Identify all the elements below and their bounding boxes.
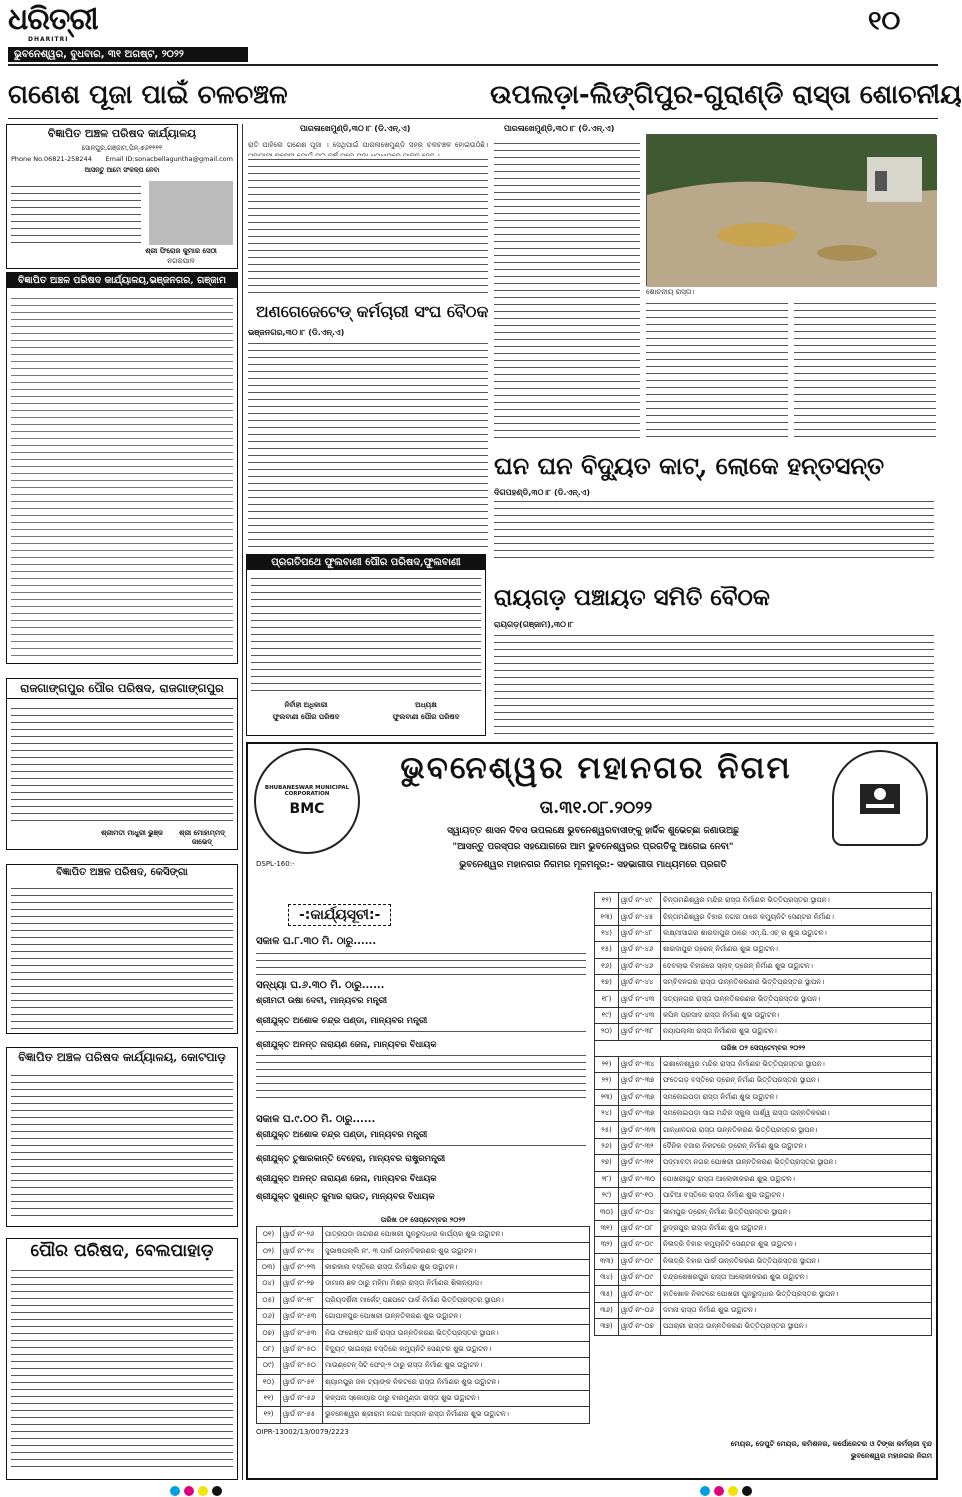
bmc-code: DSPL-160:- bbox=[256, 860, 295, 868]
bmc-guest-2: ଶ୍ରୀଯୁକ୍ତ ଅଶୋକ ଚନ୍ଦ୍ର ପଣ୍ଡା, ମାନ୍ୟବର ମନ୍ତ୍ରୀ bbox=[256, 1016, 428, 1026]
table-cell-desc: ସତ୍ୟନଗର ରାସ୍ତା ଉନ୍ନତିକରଣର ଭିତ୍ତିପ୍ରସ୍ତର ସ୍ଥାପନ। bbox=[661, 991, 932, 1007]
ad-phulbani-text bbox=[251, 575, 481, 695]
ad-bmc bbox=[246, 742, 938, 1480]
bmc-table-left bbox=[256, 1226, 590, 1424]
table-cell-ward: ୱାର୍ଡ ନଂ-୪୫ bbox=[619, 909, 661, 925]
ad-rajgangpur-sign-right: ଶ୍ରୀ ମୋହାମ୍ମଦ୍ ଜାଭେଦ୍ bbox=[179, 829, 225, 846]
table-cell-no: ୧୩) bbox=[595, 909, 619, 925]
table-cell-no: ୩୩) bbox=[595, 1253, 619, 1269]
table-cell-ward: ୱାର୍ଡ ନଂ-୦୮ bbox=[619, 1220, 661, 1236]
table-cell-ward: ୱାର୍ଡ ନଂ-୧୦ bbox=[619, 1188, 661, 1204]
table-row bbox=[257, 1374, 590, 1390]
table-cell-no: ୦୩) bbox=[257, 1259, 281, 1275]
ad-phulbani-sign-right-org: ଫୁଲବାଣୀ ପୌର ପରିଷଦ bbox=[392, 713, 460, 721]
bmc-table-left-heading: ତାରିଖ ୦୧ ସେପ୍ଟେମ୍ବର ୨୦୨୨ bbox=[380, 1216, 466, 1224]
table-cell-desc: ନିଉ ଫରେଷ୍ଟ ପାର୍କ ରାସ୍ତା ଉନ୍ନତିକରଣ ଭିତ୍ତିପ୍ରସ୍ତର ସ୍ଥାପନ। bbox=[323, 1325, 590, 1341]
road-body-right bbox=[794, 300, 936, 440]
bmc-guest-7: ଶ୍ରୀଯୁକ୍ତ ସୁଶାନ୍ତ କୁମାର ରାଉତ, ମାନ୍ୟବର ବିଧାୟକ bbox=[256, 1192, 435, 1202]
print-registration-strip bbox=[0, 1484, 945, 1497]
ad-sonepur-photo bbox=[149, 181, 233, 245]
bmc-evening-program bbox=[256, 1052, 586, 1102]
column-rule-left bbox=[242, 124, 243, 1480]
table-cell-ward: ୱାର୍ଡ ନଂ-୩୭ bbox=[619, 1073, 661, 1089]
table-cell-no: ୧୨) bbox=[595, 893, 619, 909]
table-cell-desc: ନିଳାଦ୍ରି ବିହାର ପାର୍କ ଉନ୍ନତିକରଣ ଭିତ୍ତିପ୍ରସ୍ତର ସ୍ଥାପନ। bbox=[661, 1253, 932, 1269]
ad-sonepur bbox=[6, 124, 238, 269]
table-cell-ward: ୱାର୍ଡ ନଂ-୦୯ bbox=[619, 1269, 661, 1285]
table-cell-no: ୩୧) bbox=[595, 1220, 619, 1236]
table-cell-desc: ଶାରଦାପୁର ଡ୍ରେନ୍ ନିର୍ମାଣର ଶୁଭ ଉଦ୍ଘାଟନ। bbox=[661, 942, 932, 958]
bmc-morning-program bbox=[256, 950, 586, 978]
table-cell-ward: ୱାର୍ଡ ନଂ-୩୩ bbox=[619, 1122, 661, 1138]
table-cell-ward: ୱାର୍ଡ ନଂ-୫୦ bbox=[281, 1341, 323, 1357]
table-cell-no: ୧୦) bbox=[257, 1374, 281, 1390]
table-cell-desc: ପାଟିଆ ବସ୍ତିରେ ରାସ୍ତା ନିର୍ମାଣ ଶୁଭ ଉଦ୍ଘାଟନ। bbox=[661, 1188, 932, 1204]
table-cell-desc: ପଥଚାରୀ ରାସ୍ତା ଉନ୍ନତିକରଣ ଭିତ୍ତିପ୍ରସ୍ତର ସ୍ଥାପନ। bbox=[661, 1319, 932, 1335]
yellow-registration-dot bbox=[198, 1486, 208, 1496]
table-cell-desc: ରୁଦ୍ରପୁର ରାସ୍ତା ନିର୍ମାଣ ଶୁଭ ଉଦ୍ଘାଟନ। bbox=[661, 1220, 932, 1236]
headline-road: ଉପଲଡ଼ା-ଲିଙ୍ଗିପୁର-ଗୁରାଣ୍ଡି ରାସ୍ତା ଶୋଚନୀୟ bbox=[490, 80, 962, 110]
table-cell-ward: ୱାର୍ଡ ନଂ-୨୭ bbox=[281, 1276, 323, 1292]
table-cell-no: ୧୫) bbox=[595, 942, 619, 958]
bmc-guest-6: ଶ୍ରୀଯୁକ୍ତ ଅନନ୍ତ ନାରାୟଣ ଜେନା, ମାନ୍ୟବର ବିଧାୟକ bbox=[256, 1174, 437, 1184]
bmc-greeting-line: ସ୍ୱାୟତ୍ତ ଶାସନ ଦିବସ ଉପଲକ୍ଷେ ଭୁବନେଶ୍ୱରବାସୀଙ୍କୁ ହାର୍ଦ୍ଦିକ ଶୁଭେଚ୍ଛା ଜଣାଉଅଛୁ bbox=[447, 826, 739, 836]
table-row bbox=[595, 1302, 932, 1318]
cyan-registration-dot bbox=[170, 1486, 180, 1496]
table-cell-ward: ୱାର୍ଡ ନଂ-୨୬ bbox=[281, 1227, 323, 1243]
table-cell-ward: ୱାର୍ଡ ନଂ-୨୩ bbox=[281, 1259, 323, 1275]
table-row bbox=[595, 1286, 932, 1302]
bmc-guest-2-desc bbox=[256, 1028, 586, 1038]
table-row bbox=[595, 1171, 932, 1187]
bmc-schedule-title: -:କାର୍ଯ୍ୟସୂଚୀ:- bbox=[288, 904, 391, 926]
table-cell-no: ୨୯) bbox=[595, 1188, 619, 1204]
table-cell-no: ୨୨) bbox=[595, 1073, 619, 1089]
table-cell-desc: ଇଶାନେଶ୍ୱର ମନ୍ଦିର ରାସ୍ତା ନିର୍ମାଣର ଭିତ୍ତିପ୍ରସ୍ତର ସ୍ଥାପନ। bbox=[661, 1056, 932, 1072]
table-date-heading-row bbox=[595, 1040, 932, 1056]
black-registration-dot bbox=[212, 1486, 222, 1496]
table-cell-no: ୩୪) bbox=[595, 1269, 619, 1285]
table-cell-desc: ଚିନ୍ତାମଣିଶ୍ୱର ମନ୍ଦିର ରାସ୍ତା ନିର୍ମାଣର ଭିତ୍ତିପ୍ରସ୍ତର ସ୍ଥାପନ। bbox=[661, 893, 932, 909]
union-meeting-dateline: ଭଞ୍ଜନଗର,୩୦।୮ (ଡି.ଏନ୍.ଏ) bbox=[248, 328, 345, 337]
ad-kotpad-text bbox=[11, 1072, 233, 1222]
table-cell-no: ୩୭) bbox=[595, 1319, 619, 1335]
table-cell-ward: ୱାର୍ଡ ନଂ-୪୩ bbox=[619, 1007, 661, 1023]
table-row bbox=[257, 1308, 590, 1324]
road-body-left bbox=[494, 140, 640, 442]
ad-sonepur-contact bbox=[7, 154, 237, 165]
bmc-guest-4: ଶ୍ରୀଯୁକ୍ତ ଅଶୋକ ଚନ୍ଦ୍ର ପଣ୍ଡା, ମାନ୍ୟବର ମନ୍ତ୍ରୀ bbox=[256, 1130, 428, 1140]
odisha-emblem-icon bbox=[832, 750, 928, 846]
table-row bbox=[595, 909, 932, 925]
table-cell-desc: ନୟାପଲ୍ଲୀ ରାସ୍ତା ନିର୍ମାଣର ଶୁଭ ଉଦ୍ଘାଟନ। bbox=[661, 1024, 932, 1040]
table-cell-desc: ସମ୍ବିଦନଗର ରାସ୍ତା ଉନ୍ନତିକରଣର ଭିତ୍ତିପ୍ରସ୍ତର ସ୍ଥାପନ। bbox=[661, 974, 932, 990]
table-row bbox=[257, 1227, 590, 1243]
table-cell-desc: ଫତେଗଡ଼ ବସ୍ତିରେ ଡ୍ରେନ୍ ନିର୍ମାଣ ଭିତ୍ତିପ୍ରସ୍ତର ସ୍ଥାପନ। bbox=[661, 1073, 932, 1089]
table-cell-ward: ୱାର୍ଡ ନଂ-୦୬ bbox=[619, 1302, 661, 1318]
table-cell-ward: ୱାର୍ଡ ନଂ-୦୯ bbox=[619, 1286, 661, 1302]
black-registration-dot-2 bbox=[742, 1486, 752, 1496]
table-cell-no: ୦୪) bbox=[257, 1276, 281, 1292]
table-cell-desc: ମାଉଣ୍ଟେନ୍ ସିଟି ଫେଜ୍-୨ ଠାରୁ ରାସ୍ତା ନିର୍ମାଣ ଶୁଭ ଉଦ୍ଘାଟନ। bbox=[323, 1358, 590, 1374]
table-cell-ward: ୱାର୍ଡ ନଂ-୦୪ bbox=[619, 1204, 661, 1220]
bmc-morning-time: ସକାଳ ଘ.୮.୩୦ ମି. ଠାରୁ...... bbox=[256, 936, 377, 947]
table-cell-ward: ୱାର୍ଡ ନଂ-୦୯ bbox=[619, 1253, 661, 1269]
ad-phulbani-sign-left: ନିର୍ବାହୀ ଅଧିକାରୀ bbox=[284, 701, 328, 709]
table-row bbox=[595, 1056, 932, 1072]
table-row bbox=[257, 1276, 590, 1292]
table-cell-no: ୦୫) bbox=[257, 1292, 281, 1308]
table-cell-no: ୩୬) bbox=[595, 1302, 619, 1318]
ad-sonepur-phone: Phone No.06821-258244 bbox=[11, 155, 92, 163]
table-cell-desc: ସମଲେଇପଡ଼ା ରାସ୍ତା ନିର୍ମାଣ ଶୁଭ ଉଦ୍ଘାଟନ। bbox=[661, 1089, 932, 1105]
ad-kotpad bbox=[6, 1047, 238, 1227]
table-cell-ward: ୱାର୍ଡ ନଂ-୩୧ bbox=[619, 1155, 661, 1171]
date-line: ଭୁବନେଶ୍ୱର, ବୁଧବାର, ୩୧ ଅଗଷ୍ଟ, ୨୦୨୨ bbox=[8, 47, 248, 62]
table-row bbox=[257, 1325, 590, 1341]
table-row bbox=[595, 1253, 932, 1269]
table-cell-no: ୧୭) bbox=[595, 974, 619, 990]
table-row bbox=[257, 1243, 590, 1259]
table-cell-desc: ବିଦ୍ୟୁତ୍ ଭାଇଚାରା ବସ୍ତିରେ କମ୍ୟୁନିଟି ସେଣ୍ଟର ଶୁଭ ଉଦ୍ଘାଟନ। bbox=[323, 1341, 590, 1357]
table-cell-no: ୨୬) bbox=[595, 1138, 619, 1154]
table-cell-ward: ୱାର୍ଡ ନଂ-୦୯ bbox=[619, 1237, 661, 1253]
table-date-heading: ତାରିଖ ୦୨ ସେପ୍ଟେମ୍ବର ୨୦୨୨ bbox=[595, 1040, 932, 1056]
bmc-seal-text: BHUBANESWAR MUNICIPAL CORPORATION bbox=[264, 785, 350, 797]
table-row bbox=[595, 1269, 932, 1285]
table-cell-desc: ନିଳାଦ୍ରି ବିହାର କମ୍ୟୁନିଟି ସେଣ୍ଟର ଶୁଭ ଉଦ୍ଘାଟନ। bbox=[661, 1237, 932, 1253]
ad-phulbani bbox=[246, 554, 486, 736]
table-cell-no: ୦୨) bbox=[257, 1243, 281, 1259]
road-body-mid bbox=[646, 300, 788, 440]
table-row bbox=[595, 1220, 932, 1236]
table-cell-no: ୨୧) bbox=[595, 1056, 619, 1072]
table-cell-no: ୧୮) bbox=[595, 991, 619, 1007]
table-cell-no: ୨୭) bbox=[595, 1155, 619, 1171]
road-dateline: ପାରଳାଖେମୁଣ୍ଡି,୩୦।୮ (ଡି.ଏନ୍.ଏ) bbox=[504, 124, 615, 133]
table-cell-no: ୦୯) bbox=[257, 1358, 281, 1374]
works-table-left bbox=[256, 1226, 590, 1424]
magenta-registration-dot-2 bbox=[714, 1486, 724, 1496]
bmc-date: ତା.୩୧.୦୮.୨୦୨୨ bbox=[539, 798, 653, 818]
power-cut-dateline: ଦିଗପହଣ୍ଡି,୩୦।୮ (ଡି.ଏନ୍.ଏ) bbox=[494, 488, 591, 497]
ad-sonepur-title: ବିଜ୍ଞାପିତ ଅଞ୍ଚଳ ପରିଷଦ କାର୍ଯ୍ୟାଳୟ bbox=[47, 127, 197, 140]
table-row bbox=[595, 1237, 932, 1253]
odisha-emblem-graphic bbox=[852, 770, 908, 826]
yellow-registration-dot-2 bbox=[728, 1486, 738, 1496]
masthead-sub-logo: DHARITRI bbox=[28, 36, 69, 43]
ad-bhanjanagar-title: ବିଜ୍ଞାପିତ ଅଞ୍ଚଳ ପରିଷଦ କାର୍ଯ୍ୟାଳୟ,ଭଞ୍ଜନଗର, ଗଞ୍ଜାମ bbox=[7, 273, 237, 288]
bmc-slogan-line: "ଆସନ୍ତୁ ପରସ୍ପର ସହଯୋଗରେ ଆମ ଭୁବନେଶ୍ୱରର ପ୍ରଗତିକୁ ଆଗେଇ ନେବା" bbox=[452, 842, 734, 852]
table-row bbox=[595, 991, 932, 1007]
table-row bbox=[595, 893, 932, 909]
table-row bbox=[595, 942, 932, 958]
bmc-morning2-time: ସକାଳ ଘ.୯.୦୦ ମି. ଠାରୁ...... bbox=[256, 1114, 376, 1125]
table-cell-desc: ଦମନା ରାସ୍ତା ନିର୍ମାଣ ଶୁଭ ଉଦ୍ଘାଟନ। bbox=[661, 1302, 932, 1318]
table-cell-desc: ଗାନ୍ଧୀନଗର ରାସ୍ତା ଉନ୍ନତିକରଣ ଭିତ୍ତିପ୍ରସ୍ତର ସ୍ଥାପନ। bbox=[661, 1122, 932, 1138]
table-cell-no: ୦୭) bbox=[257, 1325, 281, 1341]
table-cell-desc: ଭୀମପୁର ଡ୍ରେନ୍ ନିର୍ମାଣ ଭିତ୍ତିପ୍ରସ୍ତର ସ୍ଥାପନ। bbox=[661, 1204, 932, 1220]
headline-ganesh-puja: ଗଣେଶ ପୂଜା ପାଇଁ ଚଳଚଞ୍ଚଳ bbox=[8, 80, 288, 110]
ad-phulbani-title: ପ୍ରଗତିପଥେ ଫୁଲବାଣୀ ପୌର ପରିଷଦ,ଫୁଲବାଣୀ bbox=[247, 555, 485, 570]
table-row bbox=[595, 1089, 932, 1105]
table-cell-desc: ସମଲେଇପଡ଼ା ସାଇ ମନ୍ଦିର ସ୍କୁଲ ପାର୍ଶ୍ୱ ରାସ୍ତା ଉନ୍ନତିକରଣ। bbox=[661, 1106, 932, 1122]
table-row bbox=[257, 1407, 590, 1423]
ganesh-dateline: ପାରଳାଖେମୁଣ୍ଡି,୩୦।୮ (ଡି.ଏନ୍.ଏ) bbox=[300, 124, 411, 133]
table-cell-desc: କାରକାନା ବସ୍ତିରେ ରାସ୍ତା ନିର୍ମାଣର ଶୁଭ ଉଦ୍ଘାଟନ। bbox=[323, 1259, 590, 1275]
table-cell-desc: ଭୁବନେଶ୍ୱର ଶ୍ରୀରାମ ନଗର ଆସ୍ତାନ ରାସ୍ତା ନିର୍ମାଣର ଶୁଭ ଉଦ୍ଘାଟନ। bbox=[323, 1407, 590, 1423]
ad-sonepur-greeting: ଆସନ୍ତୁ ଆମେ ସଂକଳ୍ପ ନେବା bbox=[84, 166, 160, 174]
table-cell-desc: ସୁଭାଷପଲ୍ଲି ନଂ. ୩ ପାର୍କ ଉନ୍ନତିକରଣର ଶୁଭ ଉଦ୍ଘାଟନ। bbox=[323, 1243, 590, 1259]
table-row bbox=[257, 1358, 590, 1374]
masthead-rule bbox=[8, 64, 938, 66]
table-cell-ward: ୱାର୍ଡ ନଂ-୩୮ bbox=[619, 1024, 661, 1040]
table-cell-ward: ୱାର୍ଡ ନଂ-୩୨ bbox=[619, 1138, 661, 1154]
ad-sonepur-email: Email ID:sonacbellaguntha@gmail.com bbox=[105, 155, 233, 163]
ad-rajgangpur-title: ରାଜଗାଙ୍ଗପୁର ପୌର ପରିଷଦ, ରାଜଗାଙ୍ଗପୁର bbox=[7, 679, 237, 699]
table-row bbox=[595, 1204, 932, 1220]
table-cell-ward: ୱାର୍ଡ ନଂ-୩୪ bbox=[619, 1056, 661, 1072]
bmc-footer: ମେୟର, ଡେପୁଟି ମେୟର, କମିଶନର, କର୍ପୋରେଟର ଓ ଟିଙ୍କା କର୍ମଚାରୀ ବୃନ୍ଦ bbox=[730, 1440, 932, 1448]
samiti-meeting-dateline: ରାୟଗଡ଼(ଗଞ୍ଜାମ),୩୦।୮ bbox=[494, 620, 574, 629]
table-row bbox=[595, 1138, 932, 1154]
table-cell-ward: ୱାର୍ଡ ନଂ-୪୪ bbox=[619, 974, 661, 990]
bmc-seal-short: BMC bbox=[289, 801, 325, 817]
table-cell-no: ୦୬) bbox=[257, 1308, 281, 1324]
ad-bhanjanagar-text bbox=[11, 295, 233, 657]
table-cell-ward: ୱାର୍ଡ ନଂ-୪୬ bbox=[619, 942, 661, 958]
table-cell-ward: ୱାର୍ଡ ନଂ-୪୩ bbox=[619, 991, 661, 1007]
ad-kesinga-text bbox=[11, 885, 233, 1029]
table-cell-ward: ୱାର୍ଡ ନଂ-୨୪ bbox=[281, 1243, 323, 1259]
table-cell-ward: ୱାର୍ଡ ନଂ-୫୫ bbox=[281, 1407, 323, 1423]
table-cell-ward: ୱାର୍ଡ ନଂ-୫୩ bbox=[281, 1308, 323, 1324]
table-cell-no: ୦୧) bbox=[257, 1227, 281, 1243]
union-meeting-title: ଅଣଗେଜେଟେଡ୍ କର୍ମଚାରୀ ସଂଘ ବୈଠକ bbox=[256, 302, 489, 321]
ad-kesinga bbox=[6, 864, 238, 1034]
union-meeting-body bbox=[248, 340, 488, 548]
table-row bbox=[595, 1122, 932, 1138]
table-cell-desc: ଲକ୍ଷ୍ମୀସାଗର ଶାରଦାପୁର ଠାରେ ଏମ୍.ପି.ଏଚ୍ ର ଶୁଭ ଉଦ୍ଘାଟନ। bbox=[661, 925, 932, 941]
table-cell-desc: ଡାମାନା ଛକ ଠାରୁ ମହିମା ମିଶ୍ର ରାସ୍ତା ନିର୍ମାଣର ଶିଳାନ୍ୟାସ। bbox=[323, 1276, 590, 1292]
bmc-guest-3: ଶ୍ରୀଯୁକ୍ତ ଅନନ୍ତ ନାରାୟଣ ଜେନା, ମାନ୍ୟବର ବିଧାୟକ bbox=[256, 1040, 437, 1050]
ad-kotpad-title: ବିଜ୍ଞାପିତ ଅଞ୍ଚଳ ପରିଷଦ କାର୍ଯ୍ୟାଳୟ, କୋଟପାଡ଼ bbox=[18, 1050, 226, 1064]
table-cell-no: ୧୨) bbox=[257, 1407, 281, 1423]
bmc-guest-4-desc bbox=[256, 1142, 586, 1152]
table-cell-no: ୦୮) bbox=[257, 1341, 281, 1357]
bmc-guest-1: ଶ୍ରୀମତୀ ଉଷା ଦେବୀ, ମାନ୍ୟବର ମନ୍ତ୍ରୀ bbox=[256, 996, 387, 1006]
table-row bbox=[595, 1155, 932, 1171]
table-cell-no: ୩୨) bbox=[595, 1237, 619, 1253]
bmc-seal bbox=[254, 748, 360, 854]
table-row bbox=[595, 1106, 932, 1122]
table-row bbox=[595, 1073, 932, 1089]
works-table-right bbox=[594, 892, 932, 1336]
table-cell-desc: ଚିନ୍ତାମଣିଶ୍ୱର ବିହାର ନଗର ଠାରେ କମ୍ୟୁନିଟି ସେଣ୍ଟର ନିର୍ମାଣ। bbox=[661, 909, 932, 925]
table-cell-no: ୩୫) bbox=[595, 1286, 619, 1302]
road-photo bbox=[646, 134, 936, 286]
headline-rule bbox=[8, 118, 938, 119]
table-cell-no: ୧୬) bbox=[595, 958, 619, 974]
table-cell-desc: ଦେବଲାଭ ବିହାରରେ ସ୍ଲାବ୍ ଡ୍ରେନ୍ ନିର୍ମାଣ ଶୁଭ ଉଦ୍ଘାଟନ। bbox=[661, 958, 932, 974]
ad-belpahar-text bbox=[11, 1267, 233, 1473]
table-cell-no: ୩୦) bbox=[595, 1204, 619, 1220]
table-cell-no: ୨୫) bbox=[595, 1122, 619, 1138]
table-cell-ward: ୱାର୍ଡ ନଂ-୪୬ bbox=[619, 958, 661, 974]
table-cell-ward: ୱାର୍ଡ ନଂ-୩୭ bbox=[619, 1106, 661, 1122]
table-cell-desc: ଚନ୍ଦ୍ରଶେଖରପୁର ରାସ୍ତା ଆଲୋକୀକରଣ ଶୁଭ ଉଦ୍ଘାଟନ। bbox=[661, 1269, 932, 1285]
table-cell-ward: ୱାର୍ଡ ନଂ-୩୦ bbox=[619, 1171, 661, 1187]
road-photo-caption: ଶୋଚନୀୟ ରାସ୍ତା। bbox=[646, 288, 695, 296]
table-cell-desc: କପିଳ ପ୍ରସାଦ ରାସ୍ତା ନିର୍ମାଣ ଶୁଭ ଉଦ୍ଘାଟନ। bbox=[661, 1007, 932, 1023]
power-cut-title: ଘନ ଘନ ବିଦ୍ୟୁତ କାଟ୍, ଲୋକେ ହନ୍ତସନ୍ତ bbox=[494, 451, 885, 480]
ad-sonepur-post: ନଗରପାଳ bbox=[167, 257, 195, 265]
table-cell-no: ୧୧) bbox=[257, 1390, 281, 1406]
table-cell-desc: ହାତିଖୋଳ ନିକଟରେ ପୋଖରୀ ପୁନରୁଦ୍ଧାର ଭିତ୍ତିପ୍ରସ୍ତର ସ୍ଥାପନ। bbox=[661, 1286, 932, 1302]
table-row bbox=[595, 1319, 932, 1335]
table-row bbox=[595, 958, 932, 974]
bmc-guest-5: ଶ୍ରୀଯୁକ୍ତ ତୁଷାରକାନ୍ତି ବେହେରା, ମାନ୍ୟବର ରାଷ୍ଟ୍ରମନ୍ତ୍ରୀ bbox=[256, 1154, 446, 1164]
ad-kesinga-title: ବିଜ୍ଞାପିତ ଅଞ୍ଚଳ ପରିଷଦ, କେସିଙ୍ଗା bbox=[56, 867, 188, 878]
samiti-meeting-title: ରାୟଗଡ଼ ପଞ୍ଚାୟତ ସମିତି ବୈଠକ bbox=[494, 584, 770, 611]
ad-sonepur-text bbox=[11, 183, 141, 245]
ganesh-body bbox=[248, 156, 488, 294]
table-cell-desc: କଳ୍ପନା ସ୍କୋୟାର ଠାରୁ ବାରମୁଣ୍ଡା ରାସ୍ତା ଶୁଭ ଉଦ୍ଘାଟନ। bbox=[323, 1390, 590, 1406]
table-row bbox=[257, 1292, 590, 1308]
bmc-title: ଭୁବନେଶ୍ୱର ମହାନଗର ନିଗମ bbox=[400, 750, 792, 786]
table-cell-no: ୨୪) bbox=[595, 1106, 619, 1122]
cyan-registration-dot-2 bbox=[700, 1486, 710, 1496]
table-row bbox=[257, 1259, 590, 1275]
power-cut-body bbox=[494, 498, 934, 558]
table-cell-ward: ୱାର୍ଡ ନଂ-୫୦ bbox=[281, 1358, 323, 1374]
magenta-registration-dot bbox=[184, 1486, 194, 1496]
bmc-evening-time: ସନ୍ଧ୍ୟା ଘ.୬.୩୦ ମି. ଠାରୁ...... bbox=[256, 980, 385, 991]
table-cell-ward: ୱାର୍ଡ ନଂ-୩୭ bbox=[619, 1089, 661, 1105]
table-cell-no: ୧୪) bbox=[595, 925, 619, 941]
table-cell-ward: ୱାର୍ଡ ନଂ-୪୯ bbox=[619, 893, 661, 909]
ad-sonepur-signatory: ଶ୍ରୀ ଫିରୋଜ କୁମାର ସେଠୀ bbox=[145, 247, 217, 255]
table-cell-ward: ୱାର୍ଡ ନଂ-୫୩ bbox=[281, 1325, 323, 1341]
table-row bbox=[595, 1188, 932, 1204]
table-row bbox=[257, 1390, 590, 1406]
table-cell-desc: ଦୈନିକ ବଜାର ନିକଟରେ ଡ୍ରେନ୍ ନିର୍ମାଣ ଶୁଭ ଉଦ୍ଘାଟନ। bbox=[661, 1138, 932, 1154]
table-row bbox=[595, 925, 932, 941]
table-cell-ward: ୱାର୍ଡ ନଂ-୫୧ bbox=[281, 1374, 323, 1390]
ad-phulbani-sign-right: ଅଧ୍ୟକ୍ଷ bbox=[415, 701, 437, 709]
ad-rajgangpur-text bbox=[11, 705, 233, 823]
ad-sonepur-sub: ସୋନପୁର,ଗଞ୍ଜାମ,ପିନ୍-୭୬୧୧୧୧ bbox=[81, 144, 163, 152]
ad-belpahar-title: ପୌର ପରିଷଦ, ବେଲପାହାଡ଼ bbox=[30, 1241, 214, 1261]
table-cell-desc: ଗୋପାଳପୁର ପୋଖରୀ ଉନ୍ନତିକରଣ ଶୁଭ ଉଦ୍ଘାଟନ। bbox=[323, 1308, 590, 1324]
road-photo-image bbox=[647, 135, 937, 287]
table-cell-desc: ଶ୍ୟାମପୁର ଜଳ ଟ୍ୟାଙ୍କ ନିକଟରେ ରାସ୍ତା ନିର୍ମାଣର ଶୁଭ ଉଦ୍ଘାଟନ। bbox=[323, 1374, 590, 1390]
page-number: ୧୦ bbox=[868, 6, 901, 36]
masthead-logo: ଧରିତ୍ରୀ bbox=[8, 2, 98, 37]
bmc-footer-org: ଭୁବନେଶ୍ୱର ମହାନଗର ନିଗମ bbox=[850, 1452, 932, 1460]
table-cell-desc: ପୋଖରୀପୁଟ ରାସ୍ତା ଆଲୋକୀକରଣ ଶୁଭ ଉଦ୍ଘାଟନ। bbox=[661, 1171, 932, 1187]
table-cell-no: ୨୩) bbox=[595, 1089, 619, 1105]
bmc-motto-line: ଭୁବନେଶ୍ୱର ମହାନଗର ନିଗମର ମୂଳମନ୍ତ୍ର:- ସହଭାଗୀତା ମାଧ୍ୟମରେ ପ୍ରଗତି bbox=[459, 860, 727, 870]
table-cell-no: ୨୦) bbox=[595, 1024, 619, 1040]
table-cell-ward: ୱାର୍ଡ ନଂ-୧୮ bbox=[281, 1292, 323, 1308]
ad-rajgangpur bbox=[6, 678, 238, 850]
table-row bbox=[257, 1341, 590, 1357]
ad-phulbani-sign-left-org: ଫୁଲବାଣୀ ପୌର ପରିଷଦ bbox=[272, 713, 340, 721]
samiti-meeting-body bbox=[494, 632, 934, 736]
table-row bbox=[595, 974, 932, 990]
table-cell-ward: ୱାର୍ଡ ନଂ-୪୮ bbox=[619, 925, 661, 941]
bmc-table-right bbox=[594, 892, 932, 1336]
bmc-oipr: OIPR-13002/13/0079/2223 bbox=[256, 1428, 349, 1436]
table-cell-ward: ୱାର୍ଡ ନଂ-୦୭ bbox=[619, 1319, 661, 1335]
ganesh-lead: ରାତି ପାହିଲେ ଗଣେଶ ପୂଜା । ସେଥିପାଇଁ ପାରଳାଖେମୁଣ୍ଡି ସହର ଚଳଚଞ୍ଚଳ ହୋଇଉଠିଛି। bbox=[248, 141, 488, 149]
table-row bbox=[595, 1024, 932, 1040]
ad-belpahar bbox=[6, 1238, 238, 1480]
table-cell-no: ୧୯) bbox=[595, 1007, 619, 1023]
ad-rajgangpur-sign-left: ଶ୍ରୀମତୀ ମାଧୁରୀ ଭୁଞ୍ଜ bbox=[101, 829, 163, 837]
table-cell-desc: ପଦ୍ମାବତୀ ନଗର ପୋଖରୀ ଉନ୍ନତିକରଣ ଭିତ୍ତିପ୍ରସ୍ତର ସ୍ଥାପନ। bbox=[661, 1155, 932, 1171]
table-cell-desc: ପାତ୍ରପଡ଼ା ଜାଗରଣ ପୋଖରୀ ପୁନରୁଦ୍ଧାର କାର୍ଯ୍ୟର ଶୁଭ ଉଦ୍ଘାଟନ। bbox=[323, 1227, 590, 1243]
table-cell-desc: ପ୍ରିୟଦର୍ଶିନୀ ମାର୍କେଟ୍ ପଛପଟେ ପାର୍କ ନିର୍ମାଣ ଭିତ୍ତିପ୍ରସ୍ତର ସ୍ଥାପନ। bbox=[323, 1292, 590, 1308]
ad-bhanjanagar bbox=[6, 272, 238, 664]
table-row bbox=[595, 1007, 932, 1023]
table-cell-ward: ୱାର୍ଡ ନଂ-୫୬ bbox=[281, 1390, 323, 1406]
table-cell-no: ୨୮) bbox=[595, 1171, 619, 1187]
